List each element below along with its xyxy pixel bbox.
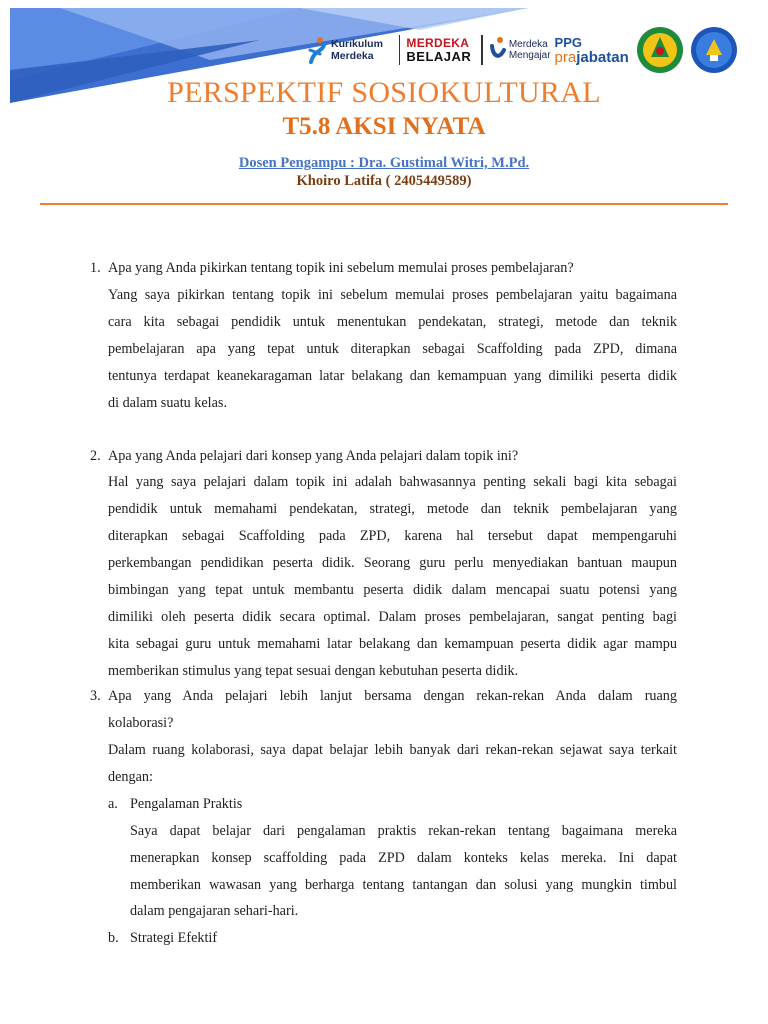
logo-text: Kurikulum [331, 38, 383, 50]
answer-line: Hal yang saya pelajari dalam topik ini adalah bahwasannya penting sekali bagi kita sebagai [108, 474, 677, 490]
answer-line: dalam pengajaran sehari-hari. [130, 903, 299, 919]
answer-line: pendidik untuk memahami pendekatan, strategi, metode dan teknik pembelajaran yang [108, 501, 677, 517]
answer-line: diterapkan sebagai Scaffolding pada ZPD, karena hal tersebut dapat mempengaruhi [108, 528, 677, 544]
answer-line: cara kita sebagai pendidik untuk menentukan pendekatan, strategi, metode dan teknik [108, 314, 677, 330]
answer-line: perkembangan pendidikan peserta didik. Seorang guru perlu menyediakan bantuan maupun [108, 555, 677, 571]
merdeka-belajar-logo [406, 37, 471, 63]
answer-line: tentunya terdapat keanekaragaman latar belakang dan kemampuan yang dimiliki peserta didik [108, 368, 677, 384]
student-line: Khoiro Latifa ( 2405449589) [296, 173, 472, 189]
answer-line: Saya dapat belajar dari pengalaman praktis rekan-rekan tentang bagaimana mereka [130, 823, 677, 839]
sub-item-heading: Strategi Efektif [130, 930, 218, 946]
merdeka-mengajar-icon [489, 36, 507, 64]
question-number: 3. [90, 688, 101, 704]
question-number: 2. [90, 448, 101, 464]
answer-line: memberikan wawasan yang berharga tentang tantangan dan solusi yang mungkin timbul [130, 877, 677, 893]
kurikulum-merdeka-logo [308, 36, 383, 64]
logo-text: jabatan [576, 49, 629, 66]
logo-text: MERDEKA [406, 36, 470, 50]
question-text: kolaborasi? [108, 715, 174, 731]
answer-line: Dalam ruang kolaborasi, saya dapat belajar lebih banyak dari rekan-rekan sejawat saya terkait [108, 742, 677, 758]
logo-separator [481, 35, 483, 65]
header-divider [40, 203, 728, 205]
answer-line: Yang saya pikirkan tentang topik ini sebelum memulai proses pembelajaran yaitu bagaimana [108, 287, 677, 303]
question-text: Apa yang Anda pikirkan tentang topik ini sebelum memulai proses pembelajaran? [108, 260, 574, 276]
answer-line: dimiliki oleh peserta didik secara optimal. Dalam proses pembelajaran, sangat penting bagi [108, 609, 677, 625]
answer-line: memberikan stimulus yang tepat sesuai dengan kebutuhan peserta didik. [108, 663, 519, 679]
answer-line: dengan: [108, 769, 153, 785]
page-subtitle: T5.8 AKSI NYATA [282, 113, 486, 140]
sub-item-heading: Pengalaman Praktis [130, 796, 243, 812]
question-text: Apa yang Anda pelajari dari konsep yang Anda pelajari dalam topik ini? [108, 448, 519, 464]
lecturer-line[interactable]: Dosen Pengampu : Dra. Gustimal Witri, M.Pd. [238, 155, 530, 171]
logo-text: Merdeka [331, 50, 374, 62]
partner-logos [308, 22, 739, 78]
sub-item-letter: b. [108, 930, 119, 946]
answer-line: bimbingan yang tepat untuk membantu peserta didik dalam mencapai suatu potensi yang [108, 582, 677, 598]
university-seal-icon [635, 25, 685, 75]
logo-text: Merdeka [508, 39, 548, 50]
ppg-prajabatan-logo [555, 35, 629, 65]
answer-line: pembelajaran apa yang tepat untuk diterapkan sebagai Scaffolding pada ZPD, dimana [108, 341, 677, 357]
answer-line: di dalam suatu kelas. [108, 395, 227, 411]
question-number: 1. [90, 260, 101, 276]
logo-text: BELAJAR [406, 49, 472, 64]
logo-text: pra [554, 49, 577, 66]
kurikulum-merdeka-icon [308, 36, 328, 64]
logo-text: PPG [554, 35, 582, 50]
question-text: Apa yang Anda pelajari lebih lanjut bersama dengan rekan-rekan Anda dalam ruang [108, 688, 677, 704]
answer-line: kita sebagai guru untuk memahami latar belakang dan kemampuan peserta didik agar mampu [108, 636, 677, 652]
page-title: PERSPEKTIF SOSIOKULTURAL [167, 76, 601, 109]
tut-wuri-handayani-icon [689, 25, 739, 75]
logo-text: Mengajar [508, 50, 551, 61]
logo-separator [399, 35, 401, 65]
answer-line: menerapkan konsep scaffolding pada ZPD dalam konteks kelas mereka. Ini dapat [130, 850, 677, 866]
merdeka-mengajar-logo [489, 36, 551, 64]
sub-item-letter: a. [108, 796, 118, 812]
